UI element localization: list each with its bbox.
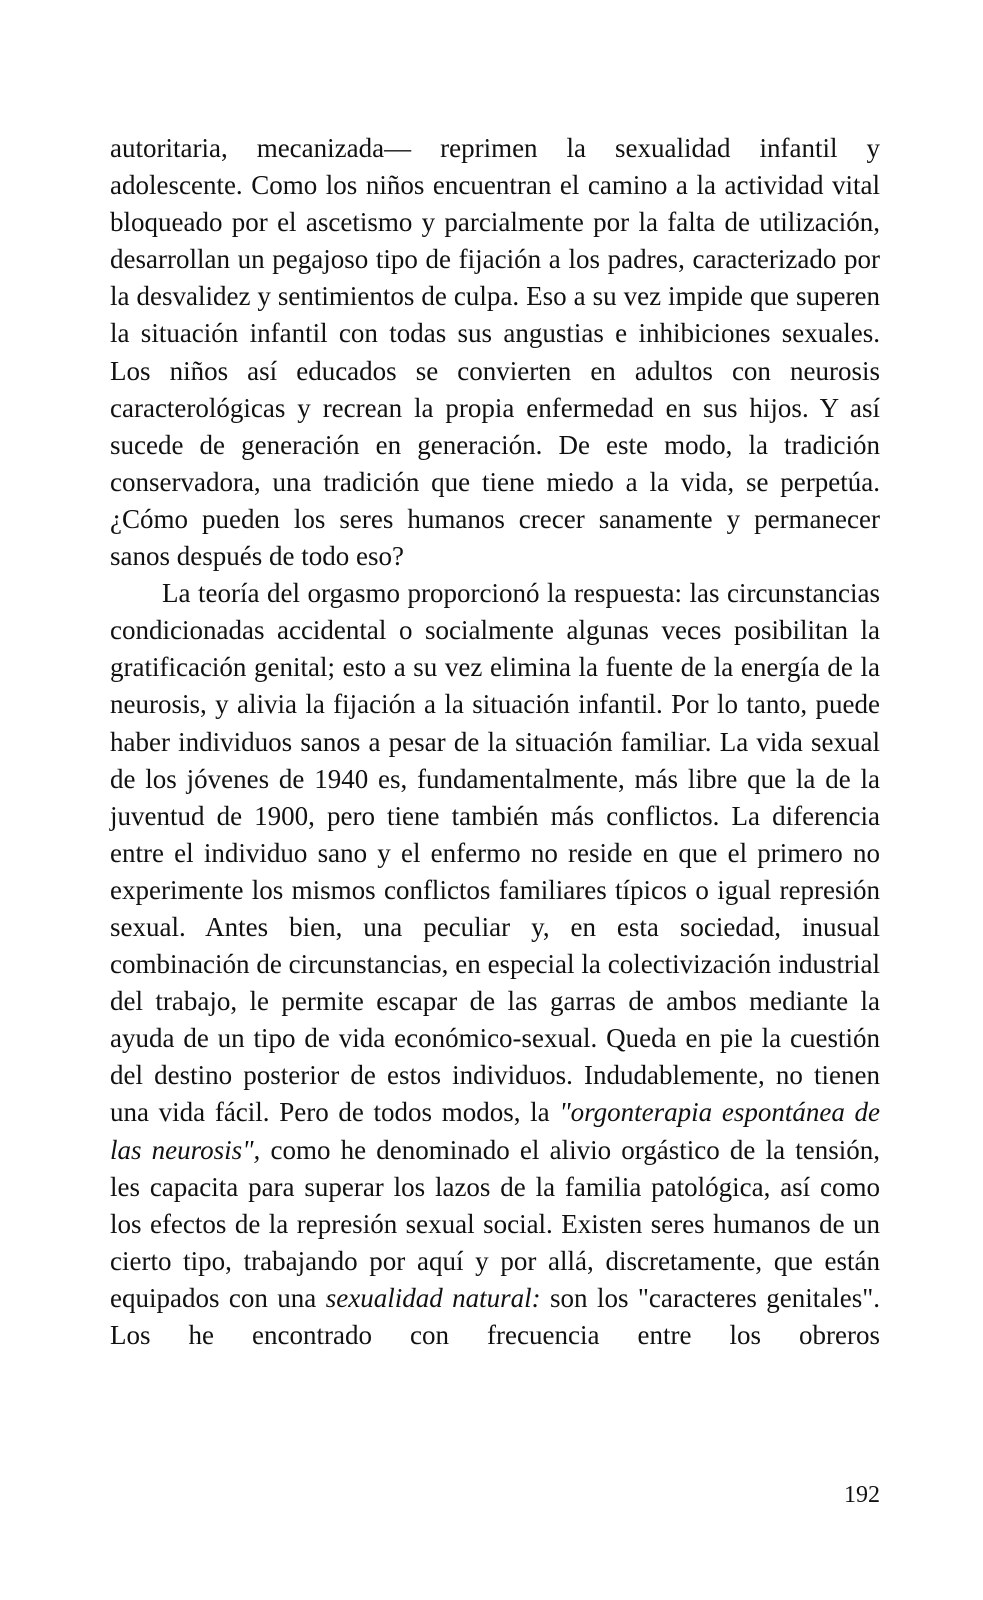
body-text [110,130,880,1354]
paragraph-2-text-2: como he denominado el alivio orgástico de la tensión, les capacita para superar los lazos de la familia patológica, así como los efectos de la represión sexual social. Existen seres humanos de un cierto tipo, trabajando por aquí y por allá, discretamente, que están equipados con una [110,1134,880,1313]
paragraph-2 [110,575,880,1354]
paragraph-2-text-1: La teoría del orgasmo proporcionó la respuesta: las circunstancias condicionadas accidental o socialmente algunas veces posibilitan la gratificación genital; esto a su vez elimina la fuente de la energía de la neurosis, y alivia la fijación a la situación infantil. Por lo tanto, puede haber individuos sanos a pesar de la situación familiar. La vida sexual de los jóvenes de 1940 es, fundamentalmente, más libre que la de la juventud de 1900, pero tiene también más conflictos. La diferencia entre el individuo sano y el enfermo no reside en que el primero no experimente los mismos conflictos familiares típicos o igual represión sexual. Antes bien, una peculiar y, en esta sociedad, inusual combinación de circunstancias, en especial la colectivización industrial del trabajo, le permite escapar de las garras de ambos mediante la ayuda de un tipo de vida económico-sexual. Queda en pie la cuestión del destino posterior de estos individuos. Indudablemente, no tienen una vida fácil. Pero de todos modos, la [110,578,880,1128]
paragraph-2-text-3: son los "caracteres genitales". Los he encontrado con frecuencia entre los obreros [110,1282,880,1350]
italic-phrase-sexualidad-natural: sexualidad natural: [325,1282,541,1313]
paragraph-1: autoritaria, mecanizada— reprimen la sexualidad infantil y adolescente. Como los niños encuentran el camino a la actividad vital bloqueado por el ascetismo y parcialmente por la falta de utilización, desarrollan un pegajoso tipo de fijación a los padres, caracterizado por la desvalidez y sentimientos de culpa. Eso a su vez impide que superen la situación infantil con todas sus angustias e inhibiciones sexuales. Los niños así educados se convierten en adultos con neurosis caracterológicas y recrean la propia enfermedad en sus hijos. Y así sucede de generación en generación. De este modo, la tradición conservadora, una tradición que tiene miedo a la vida, se perpetúa. ¿Cómo pueden los seres humanos crecer sanamente y permanecer sanos después de todo eso? [110,133,880,572]
italic-phrase-orgonterapia: "orgonterapia espontánea de las neurosis", [110,1097,880,1165]
page-number: 192 [844,1482,880,1508]
